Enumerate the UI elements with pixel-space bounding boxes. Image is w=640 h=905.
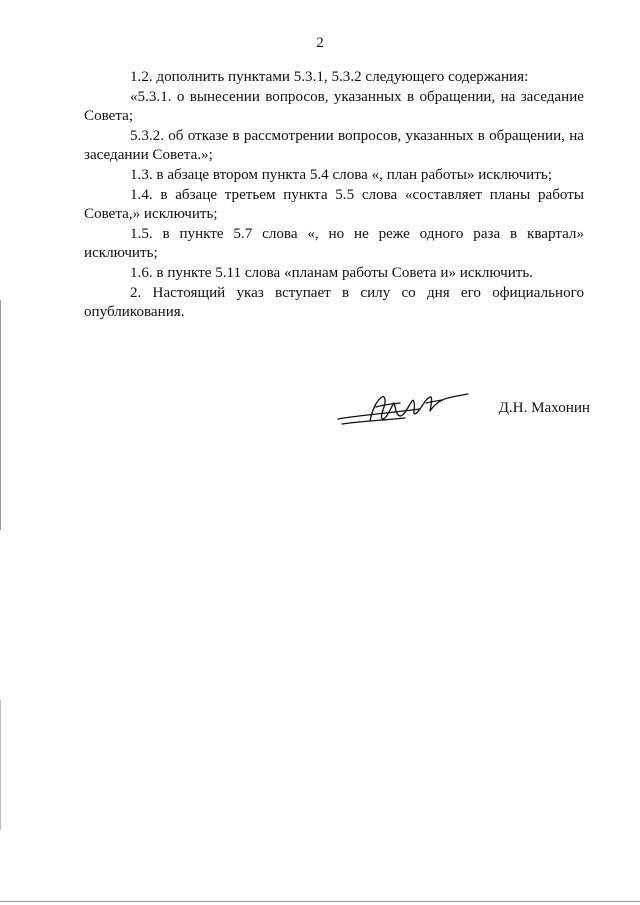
paragraph-5-3-2: 5.3.2. об отказе в рассмотрении вопросов, указанных в обращении, на заседании Совета.»;	[84, 127, 584, 164]
paragraph-1-4: 1.4. в абзаце третьем пункта 5.5 слова «составляет планы работы Совета,» исключить;	[84, 186, 584, 223]
scan-edge-left	[0, 300, 1, 530]
scan-edge-bottom	[0, 901, 640, 902]
paragraph-1-6: 1.6. в пункте 5.11 слова «планам работы Совета и» исключить.	[130, 264, 534, 281]
paragraph-2: 2. Настоящий указ вступает в силу со дня его официального опубликования.	[84, 284, 584, 321]
signature-block	[330, 385, 590, 435]
paragraph-5-3-1: «5.3.1. о вынесении вопросов, указанных в обращении, на заседание Совета;	[84, 88, 584, 125]
scan-edge-left-lower	[0, 700, 1, 830]
paragraph-1-5: 1.5. в пункте 5.7 слова «, но не реже одного раза в квартал» исключить;	[84, 225, 584, 262]
page-number: 2	[316, 35, 324, 51]
paragraph-1-2: 1.2. дополнить пунктами 5.3.1, 5.3.2 следующего содержания:	[130, 69, 529, 85]
signer-name: Д.Н. Махонин	[498, 400, 590, 416]
handwritten-signature	[330, 385, 470, 435]
document-body	[84, 68, 584, 323]
paragraph-1-3: 1.3. в абзаце втором пункта 5.4 слова «, план работы» исключить;	[130, 166, 552, 183]
